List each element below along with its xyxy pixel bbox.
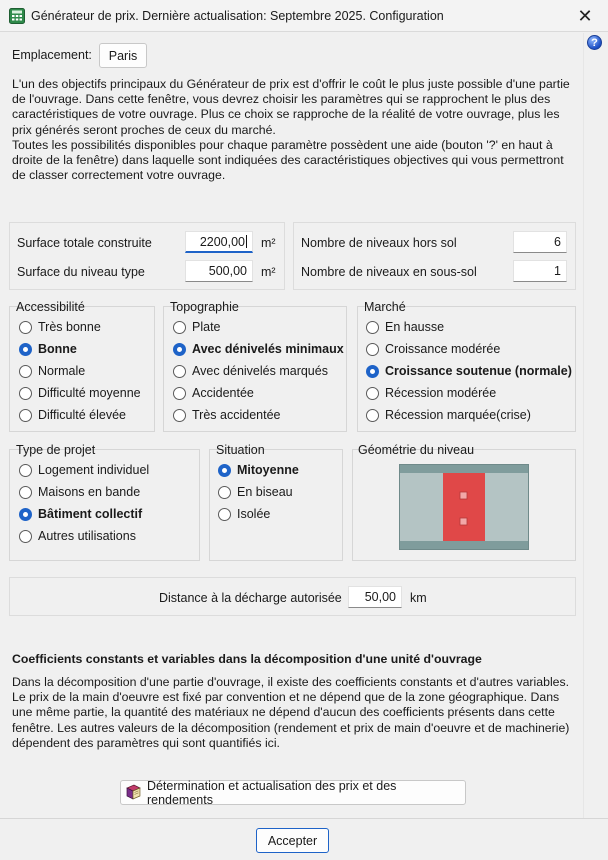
- window-title: Générateur de prix. Dernière actualisation: Septembre 2025. Configuration: [31, 9, 444, 23]
- geometry-title: Géométrie du niveau: [358, 443, 475, 457]
- basement-levels-input[interactable]: 1: [513, 260, 567, 282]
- accessibility-option-label: Normale: [38, 364, 86, 378]
- total-surface-label: Surface totale construite: [17, 236, 152, 250]
- market-option-label: Récession modérée: [385, 386, 497, 400]
- distance-label: Distance à la décharge autorisée: [159, 591, 342, 605]
- location-label: Emplacement:: [12, 48, 92, 62]
- radio-button[interactable]: [173, 387, 186, 400]
- radio-button[interactable]: [173, 409, 186, 422]
- type-surface-input[interactable]: 500,00: [185, 260, 253, 282]
- topography-option[interactable]: [173, 386, 254, 400]
- radio-button[interactable]: [173, 365, 186, 378]
- radio-button-selected[interactable]: [173, 343, 186, 356]
- radio-button[interactable]: [173, 321, 186, 334]
- price-determination-button[interactable]: [120, 780, 466, 805]
- situation-option[interactable]: [218, 507, 270, 521]
- topography-option-label: Accidentée: [192, 386, 254, 400]
- total-surface-value: 2200,00: [199, 235, 245, 249]
- help-button[interactable]: [587, 35, 602, 50]
- distance-unit: km: [410, 591, 427, 605]
- accessibility-option[interactable]: [19, 342, 77, 356]
- close-button[interactable]: [562, 0, 608, 32]
- topography-title: Topographie: [170, 300, 239, 314]
- accessibility-option-label: Difficulté élevée: [38, 408, 127, 422]
- accessibility-option-label: Bonne: [38, 342, 77, 356]
- title-bar: [0, 0, 608, 32]
- radio-button[interactable]: [218, 508, 231, 521]
- market-option-label: En hausse: [385, 320, 445, 334]
- distance-input[interactable]: 50,00: [348, 586, 402, 608]
- intro-paragraph-1: L'un des objectifs principaux du Générateur de prix est d'offrir le coût le plus juste possible d'une partie de l'ouvrage. Dans cette fenêtre, vous devrez choisir les paramètres qui se rapprochent le plus des caractéristiques de votre ouvrage. Plus ce choix se rapproche de la réalité de votre ouvrage, plus les prix générés seront proches de ceux du marché.: [12, 77, 570, 137]
- radio-button[interactable]: [19, 530, 32, 543]
- market-option-label: Croissance soutenue (normale): [385, 364, 572, 378]
- project-type-option-label: Maisons en bande: [38, 485, 141, 499]
- type-surface-label: Surface du niveau type: [17, 265, 145, 279]
- situation-option[interactable]: [218, 463, 299, 477]
- accessibility-option[interactable]: [19, 364, 85, 378]
- accessibility-option[interactable]: [19, 320, 101, 334]
- radio-button[interactable]: [19, 409, 32, 422]
- topography-option-label: Avec dénivelés marqués: [192, 364, 328, 378]
- situation-option-label: Mitoyenne: [237, 463, 299, 477]
- project-type-option[interactable]: [19, 463, 149, 477]
- situation-title: Situation: [216, 443, 265, 457]
- topography-option-label: Très accidentée: [192, 408, 281, 422]
- accessibility-option[interactable]: [19, 386, 141, 400]
- configuration-panel: [0, 33, 583, 818]
- location-button[interactable]: Paris: [99, 43, 147, 68]
- radio-button[interactable]: [366, 387, 379, 400]
- dialog-footer: [0, 818, 608, 860]
- distance-panel: [9, 577, 576, 616]
- situation-option[interactable]: [218, 485, 293, 499]
- project-type-option[interactable]: [19, 507, 142, 521]
- intro-paragraph-2: Toutes les possibilités disponibles pour chaque paramètre possèdent une aide (bouton '?' en haut à droite de la fenêtre) dans laquelle sont indiquées des caractéristiques objectives qui vous permettront de classer correctement votre ouvrage.: [12, 137, 564, 183]
- radio-button-selected[interactable]: [19, 508, 32, 521]
- coefficients-text: Dans la décomposition d'une partie d'ouvrage, il existe des coefficients constants et d'autres variables. Le prix de la main d'oeuvre est fixé par convention et ne dépend que de la zone géographique. Dans une même partie, la quantité des matériaux ne dépend d'aucun des coefficients présents dans cette fenêtre. Les autres valeurs de la décomposition (rendement et prix de main d'oeuvre et de machinerie) dépendent des paramètres qui sont quantifiés ici.: [12, 675, 570, 750]
- radio-button[interactable]: [366, 343, 379, 356]
- radio-button-selected[interactable]: [366, 365, 379, 378]
- book-icon: [125, 784, 142, 801]
- radio-button[interactable]: [366, 321, 379, 334]
- radio-button[interactable]: [19, 321, 32, 334]
- price-determination-label: Détermination et actualisation des prix et des rendements: [146, 778, 397, 807]
- project-type-title: Type de projet: [16, 443, 96, 457]
- market-option[interactable]: [366, 342, 500, 356]
- above-ground-levels-input[interactable]: 6: [513, 231, 567, 253]
- accessibility-title: Accessibilité: [16, 300, 85, 314]
- market-option[interactable]: [366, 408, 531, 422]
- project-type-option-label: Autres utilisations: [38, 529, 136, 543]
- market-option[interactable]: [366, 386, 496, 400]
- topography-option[interactable]: [173, 408, 280, 422]
- topography-option[interactable]: [173, 320, 221, 334]
- close-icon: ✕: [577, 5, 593, 26]
- panel-divider: [583, 33, 584, 818]
- radio-button-selected[interactable]: [218, 464, 231, 477]
- total-surface-input[interactable]: [185, 231, 253, 253]
- topography-option[interactable]: [173, 364, 328, 378]
- above-ground-levels-label: Nombre de niveaux hors sol: [301, 236, 457, 250]
- accessibility-option[interactable]: [19, 408, 126, 422]
- topography-option[interactable]: [173, 342, 344, 356]
- situation-option-label: En biseau: [237, 485, 293, 499]
- type-surface-unit: m²: [261, 265, 276, 279]
- radio-button[interactable]: [366, 409, 379, 422]
- help-icon: ?: [591, 36, 598, 49]
- surfaces-panel: [9, 222, 285, 290]
- project-type-option-label: Bâtiment collectif: [38, 507, 143, 521]
- topography-option-label: Plate: [192, 320, 221, 334]
- coefficients-heading: Coefficients constants et variables dans la décomposition d'une unité d'ouvrage: [12, 652, 482, 666]
- market-title: Marché: [364, 300, 406, 314]
- market-option[interactable]: [366, 364, 572, 378]
- project-type-option-label: Logement individuel: [38, 463, 150, 477]
- radio-button[interactable]: [19, 464, 32, 477]
- basement-levels-label: Nombre de niveaux en sous-sol: [301, 265, 477, 279]
- market-option-label: Récession marquée(crise): [385, 408, 531, 422]
- radio-button[interactable]: [19, 486, 32, 499]
- levels-panel: [293, 222, 576, 290]
- project-type-option[interactable]: [19, 529, 136, 543]
- market-option[interactable]: [366, 320, 444, 334]
- radio-button[interactable]: [218, 486, 231, 499]
- topography-option-label: Avec dénivelés minimaux: [192, 342, 344, 356]
- intro-text: [12, 77, 572, 183]
- accessibility-option-label: Très bonne: [38, 320, 101, 334]
- calculator-app-icon: [9, 8, 25, 24]
- project-type-option[interactable]: [19, 485, 140, 499]
- radio-button[interactable]: [19, 365, 32, 378]
- level-geometry-diagram: [399, 464, 529, 550]
- situation-option-label: Isolée: [237, 507, 271, 521]
- accept-button[interactable]: Accepter: [256, 828, 329, 853]
- radio-button-selected[interactable]: [19, 343, 32, 356]
- text-caret: [246, 235, 247, 248]
- radio-button[interactable]: [19, 387, 32, 400]
- market-option-label: Croissance modérée: [385, 342, 501, 356]
- total-surface-unit: m²: [261, 236, 276, 250]
- accessibility-option-label: Difficulté moyenne: [38, 386, 141, 400]
